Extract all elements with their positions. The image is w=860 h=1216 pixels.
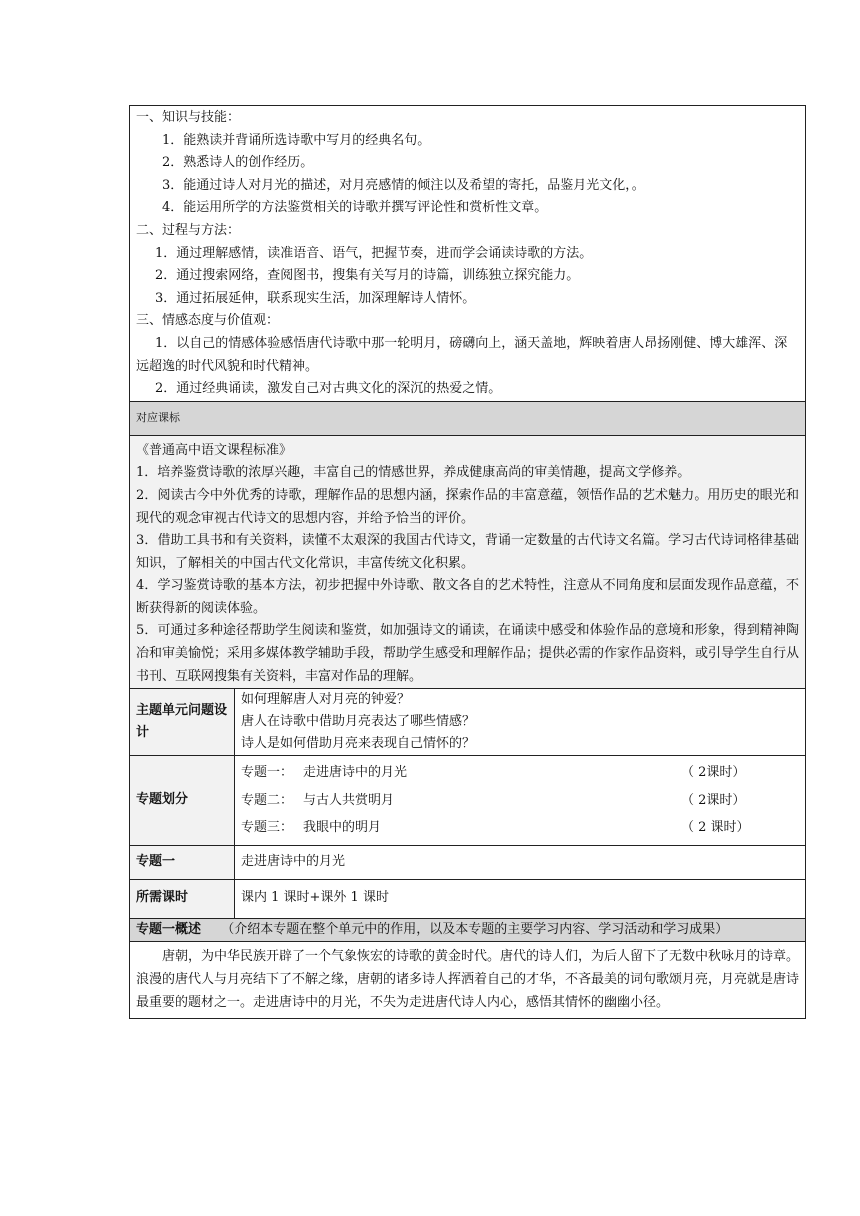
topic-line bbox=[241, 759, 799, 787]
lesson-plan-table bbox=[129, 105, 806, 1019]
standards-title: 《普通高中语文课程标准》 bbox=[136, 442, 293, 458]
standards-item: 2．阅读古今中外优秀的诗歌，理解作品的思想内涵，探索作品的丰富意蕴，领悟作品的艺术魅力。用历史的眼光和现代的观念审视古代诗文的思想内容，并给予恰当的评价。 bbox=[136, 487, 799, 526]
section3-item: 2．通过经典诵读，激发自己对古典文化的深沉的热爱之情。 bbox=[155, 381, 502, 397]
question-item: 诗人是如何借助月亮来表现自己情怀的？ bbox=[241, 736, 476, 752]
topics-label: 专题划分 bbox=[130, 756, 235, 846]
section2-item: 3．通过拓展延伸，联系现实生活，加深理解诗人情怀。 bbox=[155, 290, 476, 306]
overview-header bbox=[130, 918, 806, 942]
section1-title: 一、知识与技能： bbox=[136, 110, 241, 125]
topic-name: 我眼中的明月 bbox=[303, 820, 382, 836]
topic-hours: （ 2课时） bbox=[681, 792, 746, 808]
overview-text: 唐朝，为中华民族开辟了一个气象恢宏的诗歌的黄金时代。唐代的诗人们，为后人留下了无数中秋咏月的诗章。浪漫的唐代人与月亮结下了不解之缘，唐朝的诸多诗人挥洒着自己的才华，不吝最美的词句歌颂月亮，月亮就是唐诗最重要的题材之一。走进唐诗中的月光，不失为走进唐代诗人内心，感悟其情怀的幽幽小径。 bbox=[136, 949, 800, 1010]
question-item: 唐人在诗歌中借助月亮表达了哪些情感？ bbox=[241, 714, 476, 730]
topic-line bbox=[241, 787, 799, 815]
overview-header-row bbox=[130, 918, 806, 942]
section1-item: 3．能通过诗人对月光的描述，对月亮感情的倾注以及希望的寄托，品鉴月光文化，。 bbox=[162, 177, 645, 193]
section3-title: 三、情感态度与价值观： bbox=[136, 313, 280, 329]
topic-name: 走进唐诗中的月光 bbox=[303, 765, 408, 781]
topics-row bbox=[130, 756, 806, 846]
section1-item: 2．熟悉诗人的创作经历。 bbox=[162, 155, 314, 171]
questions-cell bbox=[235, 689, 806, 756]
overview-note: （介绍本专题在整个单元中的作用，以及本专题的主要学习内容、学习活动和学习成果） bbox=[221, 921, 729, 937]
overview-cell bbox=[130, 942, 806, 1019]
hours-value: 课内 1 课时+课外 1 课时 bbox=[235, 879, 806, 918]
standards-item: 5．可通过多种途径帮助学生阅读和鉴赏，如加强诗文的诵读，在诵读中感受和体验作品的意境和形象，得到精神陶冶和审美愉悦；采用多媒体教学辅助手段，帮助学生感受和理解作品；提供必需的作家作品资料，或引导学生自行从书刊、互联网搜集有关资料，丰富对作品的理解。 bbox=[136, 623, 800, 684]
section2-item: 1．通过理解感情，读准语音、语气，把握节奏，进而学会诵读诗歌的方法。 bbox=[155, 245, 593, 261]
topic-hours: （ 2课时） bbox=[681, 765, 746, 781]
standards-item: 3．借助工具书和有关资料，读懂不太艰深的我国古代诗文，背诵一定数量的古代诗文名篇。学习古代诗词格律基础知识，了解相关的中国古代文化常识，丰富传统文化积累。 bbox=[136, 533, 799, 571]
hours-label: 所需课时 bbox=[130, 879, 235, 918]
topic-number: 专题三： bbox=[241, 820, 294, 836]
questions-label: 主题单元问题设计 bbox=[130, 689, 235, 756]
standards-item: 1．培养鉴赏诗歌的浓厚兴趣，丰富自己的情感世界，养成健康高尚的审美情趣，提高文学修养。 bbox=[136, 465, 691, 481]
standards-cell bbox=[130, 435, 806, 689]
topic1-value: 走进唐诗中的月光 bbox=[235, 845, 806, 879]
topic-line bbox=[241, 814, 799, 842]
topic-hours: （ 2 课时） bbox=[681, 820, 750, 836]
standards-header-row bbox=[130, 401, 806, 435]
section3-item: 1．以自己的情感体验感悟唐代诗歌中那一轮明月，磅礴向上，涵天盖地，辉映着唐人昂扬刚健、博大雄浑、深远超逸的时代风貌和时代精神。 bbox=[136, 335, 788, 374]
questions-row bbox=[130, 689, 806, 756]
question-item: 如何理解唐人对月亮的钟爱？ bbox=[241, 692, 411, 708]
topic-number: 专题二： bbox=[241, 792, 294, 808]
section1-item: 4．能运用所学的方法鉴赏相关的诗歌并撰写评论性和赏析性文章。 bbox=[162, 200, 548, 216]
section2-title: 二、过程与方法： bbox=[136, 222, 241, 238]
standards-header: 对应课标 bbox=[130, 401, 806, 435]
overview-row bbox=[130, 942, 806, 1019]
topic-name: 与古人共赏明月 bbox=[303, 792, 395, 808]
hours-row bbox=[130, 879, 806, 918]
topic1-row bbox=[130, 845, 806, 879]
standards-row bbox=[130, 435, 806, 689]
overview-label: 专题一概述 bbox=[136, 921, 202, 937]
standards-item: 4．学习鉴赏诗歌的基本方法，初步把握中外诗歌、散文各自的艺术特性，注意从不同角度和层面发现作品意蕴，不断获得新的阅读体验。 bbox=[136, 578, 799, 616]
topics-cell bbox=[235, 756, 806, 846]
objectives-row bbox=[130, 106, 806, 402]
section1-item: 1．能熟读并背诵所选诗歌中写月的经典名句。 bbox=[162, 132, 431, 148]
objectives-cell bbox=[130, 106, 806, 402]
topic1-label: 专题一 bbox=[130, 845, 235, 879]
section2-item: 2．通过搜索网络，查阅图书，搜集有关写月的诗篇，训练独立探究能力。 bbox=[155, 268, 580, 284]
topic-number: 专题一： bbox=[241, 765, 294, 781]
